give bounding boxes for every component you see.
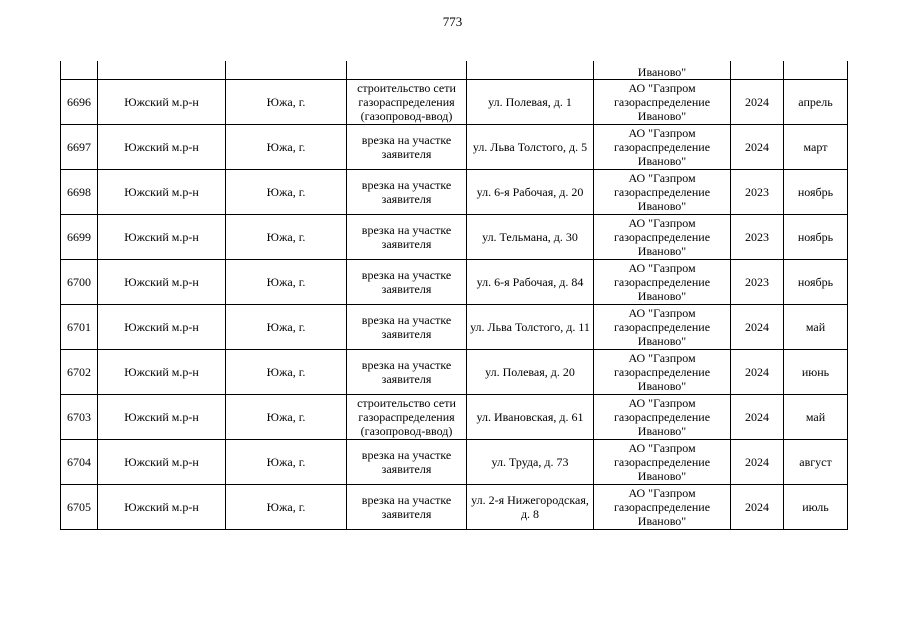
cell-owner: АО "Газпром газораспределение Иваново" bbox=[594, 170, 731, 215]
page-number: 773 bbox=[442, 14, 463, 29]
cell-num: 6696 bbox=[61, 80, 98, 125]
cell-num: 6699 bbox=[61, 215, 98, 260]
cell-work: врезка на участке заявителя bbox=[347, 125, 467, 170]
cell-address: ул. Тельмана, д. 30 bbox=[467, 215, 594, 260]
cell-num: 6702 bbox=[61, 350, 98, 395]
cell-locality bbox=[226, 61, 347, 80]
cell-num: 6697 bbox=[61, 125, 98, 170]
table-row bbox=[61, 440, 848, 485]
cell-month: июнь bbox=[784, 350, 848, 395]
cell-district bbox=[98, 61, 226, 80]
cell-year: 2024 bbox=[731, 305, 784, 350]
cell-locality: Южа, г. bbox=[226, 260, 347, 305]
cell-owner: АО "Газпром газораспределение Иваново" bbox=[594, 125, 731, 170]
cell-locality: Южа, г. bbox=[226, 485, 347, 530]
cell-num: 6705 bbox=[61, 485, 98, 530]
cell-year: 2024 bbox=[731, 350, 784, 395]
cell-month: май bbox=[784, 395, 848, 440]
cell-year: 2024 bbox=[731, 485, 784, 530]
table-row bbox=[61, 305, 848, 350]
cell-district: Южский м.р-н bbox=[98, 215, 226, 260]
cell-owner: АО "Газпром газораспределение Иваново" bbox=[594, 485, 731, 530]
cell-year: 2024 bbox=[731, 440, 784, 485]
cell-year: 2024 bbox=[731, 80, 784, 125]
cell-district: Южский м.р-н bbox=[98, 350, 226, 395]
cell-locality: Южа, г. bbox=[226, 395, 347, 440]
cell-num: 6701 bbox=[61, 305, 98, 350]
cell-owner: АО "Газпром газораспределение Иваново" bbox=[594, 215, 731, 260]
table-row bbox=[61, 170, 848, 215]
cell-year bbox=[731, 61, 784, 80]
cell-work: врезка на участке заявителя bbox=[347, 305, 467, 350]
cell-district: Южский м.р-н bbox=[98, 260, 226, 305]
table-body bbox=[61, 61, 848, 530]
cell-year: 2024 bbox=[731, 395, 784, 440]
cell-owner: АО "Газпром газораспределение Иваново" bbox=[594, 260, 731, 305]
table-row bbox=[61, 350, 848, 395]
cell-work: врезка на участке заявителя bbox=[347, 170, 467, 215]
table-row bbox=[61, 125, 848, 170]
cell-month: ноябрь bbox=[784, 260, 848, 305]
table-row bbox=[61, 485, 848, 530]
cell-month: апрель bbox=[784, 80, 848, 125]
cell-year: 2024 bbox=[731, 125, 784, 170]
cell-address: ул. Льва Толстого, д. 5 bbox=[467, 125, 594, 170]
cell-num: 6698 bbox=[61, 170, 98, 215]
cell-work: строительство сети газораспределения (газопровод-ввод) bbox=[347, 395, 467, 440]
cell-year: 2023 bbox=[731, 260, 784, 305]
cell-district: Южский м.р-н bbox=[98, 305, 226, 350]
cell-num bbox=[61, 61, 98, 80]
cell-work: врезка на участке заявителя bbox=[347, 440, 467, 485]
cell-month: август bbox=[784, 440, 848, 485]
cell-locality: Южа, г. bbox=[226, 440, 347, 485]
cell-work: врезка на участке заявителя bbox=[347, 260, 467, 305]
cell-address: ул. Полевая, д. 1 bbox=[467, 80, 594, 125]
cell-work: врезка на участке заявителя bbox=[347, 485, 467, 530]
cell-owner: Иваново" bbox=[594, 61, 731, 80]
cell-month: ноябрь bbox=[784, 170, 848, 215]
cell-locality: Южа, г. bbox=[226, 80, 347, 125]
cell-year: 2023 bbox=[731, 170, 784, 215]
cell-address: ул. Льва Толстого, д. 11 bbox=[467, 305, 594, 350]
cell-district: Южский м.р-н bbox=[98, 485, 226, 530]
cell-work bbox=[347, 61, 467, 80]
cell-month bbox=[784, 61, 848, 80]
cell-num: 6700 bbox=[61, 260, 98, 305]
cell-num: 6703 bbox=[61, 395, 98, 440]
cell-owner: АО "Газпром газораспределение Иваново" bbox=[594, 350, 731, 395]
cell-address: ул. Полевая, д. 20 bbox=[467, 350, 594, 395]
cell-num: 6704 bbox=[61, 440, 98, 485]
cell-locality: Южа, г. bbox=[226, 215, 347, 260]
cell-address: ул. 2-я Нижегородская, д. 8 bbox=[467, 485, 594, 530]
cell-locality: Южа, г. bbox=[226, 305, 347, 350]
table-row bbox=[61, 260, 848, 305]
cell-district: Южский м.р-н bbox=[98, 80, 226, 125]
cell-owner: АО "Газпром газораспределение Иваново" bbox=[594, 305, 731, 350]
cell-district: Южский м.р-н bbox=[98, 395, 226, 440]
gasification-table bbox=[60, 61, 848, 530]
cell-work: врезка на участке заявителя bbox=[347, 350, 467, 395]
cell-locality: Южа, г. bbox=[226, 170, 347, 215]
cell-address: ул. Труда, д. 73 bbox=[467, 440, 594, 485]
table-row bbox=[61, 80, 848, 125]
cell-owner: АО "Газпром газораспределение Иваново" bbox=[594, 80, 731, 125]
cell-address bbox=[467, 61, 594, 80]
cell-work: врезка на участке заявителя bbox=[347, 215, 467, 260]
cell-month: май bbox=[784, 305, 848, 350]
cell-address: ул. 6-я Рабочая, д. 20 bbox=[467, 170, 594, 215]
table-row bbox=[61, 215, 848, 260]
table-row bbox=[61, 395, 848, 440]
cell-owner: АО "Газпром газораспределение Иваново" bbox=[594, 440, 731, 485]
cell-address: ул. 6-я Рабочая, д. 84 bbox=[467, 260, 594, 305]
cell-month: июль bbox=[784, 485, 848, 530]
cell-owner: АО "Газпром газораспределение Иваново" bbox=[594, 395, 731, 440]
cell-work: строительство сети газораспределения (газопровод-ввод) bbox=[347, 80, 467, 125]
cell-locality: Южа, г. bbox=[226, 125, 347, 170]
cell-address: ул. Ивановская, д. 61 bbox=[467, 395, 594, 440]
continuation-row bbox=[61, 61, 848, 80]
cell-month: ноябрь bbox=[784, 215, 848, 260]
cell-district: Южский м.р-н bbox=[98, 440, 226, 485]
cell-district: Южский м.р-н bbox=[98, 170, 226, 215]
cell-district: Южский м.р-н bbox=[98, 125, 226, 170]
cell-locality: Южа, г. bbox=[226, 350, 347, 395]
cell-year: 2023 bbox=[731, 215, 784, 260]
cell-month: март bbox=[784, 125, 848, 170]
